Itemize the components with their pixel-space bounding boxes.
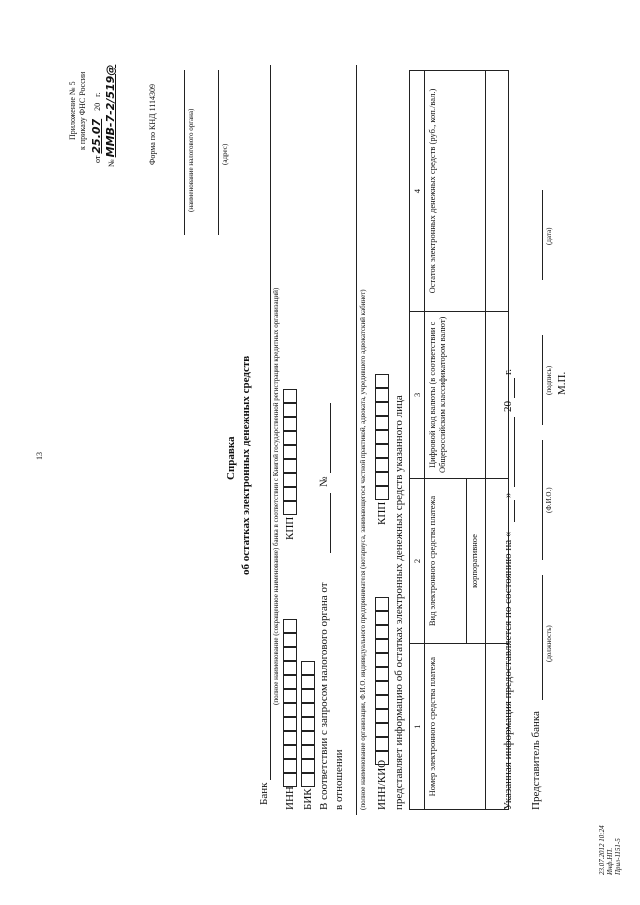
request-number-sign: №	[318, 476, 330, 487]
request-date-line	[330, 493, 331, 553]
bank-label: Банк	[258, 782, 270, 805]
digit-box	[301, 689, 315, 703]
payment-type-value: корпоративное	[466, 478, 485, 644]
col-number: 1	[410, 644, 425, 810]
inn-label: ИНН	[284, 786, 296, 810]
footer-note: 23.07.2012 10:24 Инф.НП. Прил-1151-5	[598, 825, 622, 875]
digit-box	[283, 745, 297, 759]
form-code: Форма по КНД 1114309	[148, 83, 157, 165]
digit-box	[283, 431, 297, 445]
digit-box	[283, 487, 297, 501]
date-line	[542, 190, 543, 280]
digit-box	[283, 703, 297, 717]
page-number: 13	[35, 452, 44, 460]
digit-box	[375, 388, 389, 402]
digit-box	[375, 625, 389, 639]
as-of-year: 20	[502, 401, 514, 412]
digit-box	[283, 633, 297, 647]
request-number-line	[330, 403, 331, 473]
seal-label: М.П.	[556, 371, 568, 395]
digit-box	[283, 773, 297, 787]
person-line	[356, 65, 357, 815]
inn-kio-label: ИНН/КИО	[376, 759, 388, 810]
digit-box	[301, 675, 315, 689]
address-caption: (адрес)	[221, 143, 229, 165]
digit-box	[375, 723, 389, 737]
digit-box	[301, 745, 315, 759]
header-currency-code: Цифровой код валюты (в соответствии с Общероссийским классификатором валют)	[425, 312, 486, 478]
digit-box	[375, 681, 389, 695]
fio-line	[542, 440, 543, 560]
date-caption: (дата)	[545, 227, 553, 245]
col-number: 3	[410, 312, 425, 478]
signature-caption: (подпись)	[545, 365, 553, 395]
digit-box	[375, 709, 389, 723]
fio-caption: (Ф.И.О.)	[545, 487, 553, 513]
kpp2-label: КПП	[376, 501, 388, 525]
digit-box	[283, 445, 297, 459]
regarding-text: в отношении	[333, 749, 345, 810]
digit-box	[375, 444, 389, 458]
request-text: В соответствии с запросом налогового органа от	[318, 582, 330, 810]
digit-box	[283, 417, 297, 431]
digit-box	[375, 458, 389, 472]
digit-box	[301, 773, 315, 787]
signature-line	[542, 335, 543, 425]
kpp-label: КПП	[284, 516, 296, 540]
digit-box	[283, 501, 297, 515]
digit-box	[283, 403, 297, 417]
digit-box	[283, 647, 297, 661]
digit-box	[283, 661, 297, 675]
as-of-year-line	[514, 378, 515, 398]
appendix-line3	[90, 92, 103, 163]
digit-box	[375, 751, 389, 765]
col-number: 4	[410, 71, 425, 312]
header-row	[425, 71, 467, 810]
provides-text: представляет информацию об остатках электронных денежных средств указанного лица	[393, 395, 405, 810]
address-line	[218, 70, 219, 235]
position-line	[542, 575, 543, 700]
digit-box	[375, 611, 389, 625]
column-numbers-row	[410, 71, 425, 810]
col-number: 2	[410, 478, 425, 644]
digit-box	[375, 653, 389, 667]
as-of-day-line	[514, 500, 515, 522]
bik-label: БИК	[302, 788, 314, 810]
tax-authority-caption: (наименование налогового органа)	[187, 108, 195, 212]
digit-box	[375, 486, 389, 500]
bank-name-line	[270, 65, 271, 780]
digit-box	[301, 731, 315, 745]
as-of-text: Указанная информация предоставляется по состоянию на «	[502, 531, 514, 810]
digit-box	[375, 695, 389, 709]
digit-box	[283, 619, 297, 633]
table-cell	[486, 71, 509, 312]
document-title: Справка	[225, 436, 237, 480]
digit-box	[375, 639, 389, 653]
order-number-handwritten: ММВ-7-2/519@	[104, 64, 117, 158]
digit-box	[283, 473, 297, 487]
digit-box	[301, 703, 315, 717]
digit-box	[283, 459, 297, 473]
digit-box	[283, 675, 297, 689]
bank-representative-label: Представитель банка	[530, 711, 542, 810]
appendix-date-handwritten: 25.07	[90, 118, 103, 154]
digit-box	[375, 667, 389, 681]
digit-box	[375, 472, 389, 486]
appendix-number-label: №	[107, 159, 116, 167]
position-caption: (должность)	[545, 625, 553, 662]
as-of-month-line	[514, 417, 515, 487]
digit-box	[283, 759, 297, 773]
balances-table	[409, 70, 509, 810]
digit-box	[301, 759, 315, 773]
as-of-year-suffix: г.	[502, 368, 514, 375]
appendix-year-label: 20	[93, 102, 102, 111]
digit-box	[283, 717, 297, 731]
header-balance: Остаток электронных денежных средств (руб., коп./вал.)	[425, 71, 486, 312]
appendix-line2: к приказу ФНС России	[78, 71, 87, 150]
digit-box	[283, 389, 297, 403]
digit-box	[375, 374, 389, 388]
appendix-number-line	[104, 65, 117, 167]
appendix-line1: Приложение № 5	[68, 81, 77, 140]
table-cell	[486, 312, 509, 478]
digit-box	[375, 597, 389, 611]
header-payment-number: Номер электронного средства платежа	[425, 644, 486, 810]
digit-box	[301, 661, 315, 675]
tax-authority-line	[184, 70, 185, 235]
bank-caption: (полное наименование (сокращенное наименование) банка в соответствии с Книгой государственной регистрации кредитных организаций)	[272, 287, 280, 705]
header-payment-type: Вид электронного средства платежа	[425, 478, 467, 644]
digit-box	[375, 430, 389, 444]
appendix-from-label: от	[93, 155, 102, 163]
document-subtitle: об остатках электронных денежных средств	[240, 355, 252, 575]
appendix-year-suffix: г.	[93, 92, 102, 97]
digit-box	[301, 717, 315, 731]
as-of-close-quote: »	[502, 492, 514, 498]
digit-box	[375, 416, 389, 430]
person-caption: (полное наименование организации, Ф.И.О. индивидуального предпринимателя (нотариуса, занимающегося частной практикой, адвоката, учредившего адвокатский кабинет)	[359, 289, 367, 810]
digit-box	[375, 737, 389, 751]
digit-box	[283, 731, 297, 745]
digit-box	[283, 689, 297, 703]
digit-box	[375, 402, 389, 416]
